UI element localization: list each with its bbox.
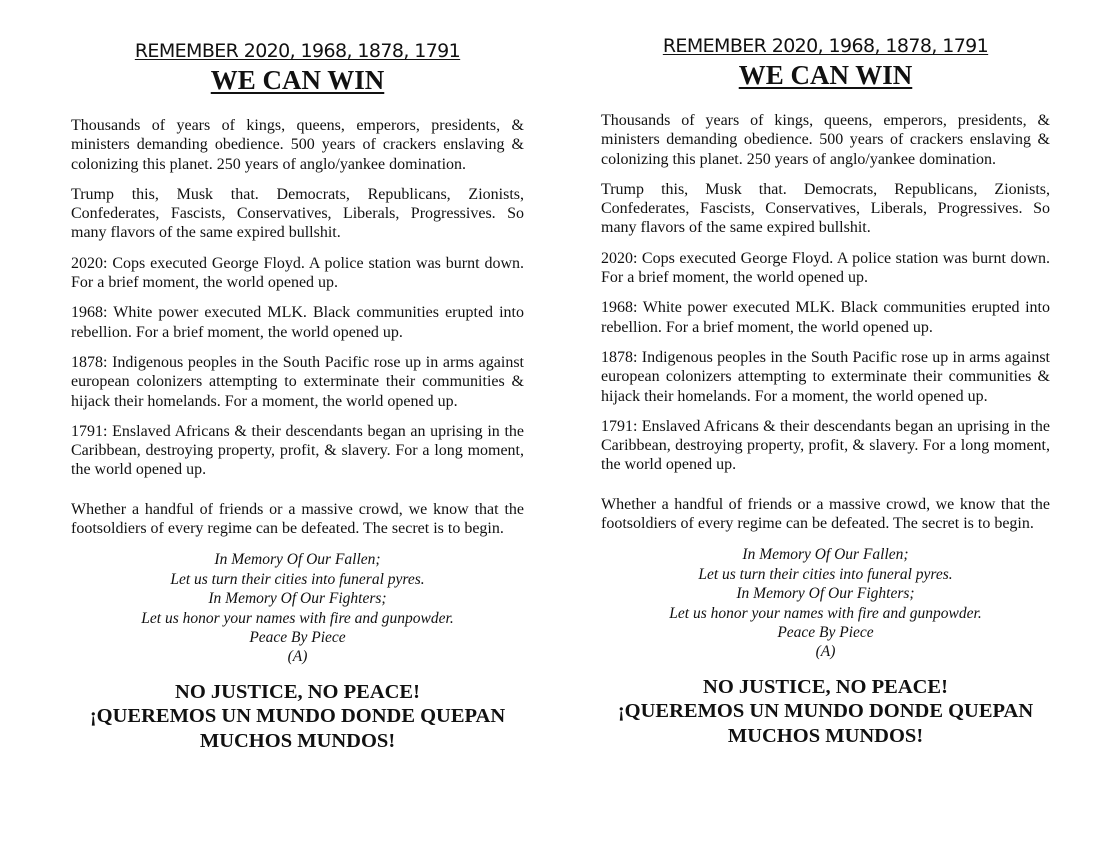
slogans [601,675,1050,749]
slogan-line: NO JUSTICE, NO PEACE! [175,680,420,703]
verse-line: In Memory Of Our Fallen; [214,551,381,569]
pamphlet-title: WE CAN WIN [738,60,913,90]
verse-signature: (A) [815,643,836,661]
memorial-verse [71,550,524,666]
memorial-verse [601,545,1050,661]
slogan-line: ¡QUEREMOS UN MUNDO DONDE QUEPAN [617,700,1034,723]
verse-line: Peace By Piece [249,628,346,646]
paragraph-2020: 2020: Cops executed George Floyd. A police station was burnt down. For a brief moment, the world opened up. [601,249,1050,287]
paragraph-politics: Trump this, Musk that. Democrats, Republicans, Zionists, Confederates, Fascists, Conservatives, Liberals, Progressives. So many flavors of the same expired bullshit. [71,185,524,242]
verse-line: In Memory Of Our Fighters; [208,590,387,608]
remember-heading: REMEMBER 2020, 1968, 1878, 1791 [134,40,461,62]
verse-line: Let us honor your names with fire and gunpowder. [141,609,454,627]
slogan-line: NO JUSTICE, NO PEACE! [703,675,948,698]
verse-line: In Memory Of Our Fighters; [736,585,915,603]
paragraph-intro: Thousands of years of kings, queens, emperors, presidents, & ministers demanding obedience. 500 years of crackers enslaving & colonizing this planet. 250 years of anglo/yankee domination. [71,117,524,173]
paragraph-closing: Whether a handful of friends or a massive crowd, we know that the footsoldiers of every regime can be defeated. The secret is to begin. [71,500,524,538]
verse-line: In Memory Of Our Fallen; [742,546,909,564]
paragraph-1791: 1791: Enslaved Africans & their descendants began an uprising in the Caribbean, destroying property, profit, & slavery. For a long moment, the world opened up. [71,422,524,479]
pamphlet-copy-right [601,33,1050,748]
slogan-line: MUCHOS MUNDOS! [727,724,924,747]
verse-line: Let us honor your names with fire and gunpowder. [669,604,982,622]
paragraph-politics: Trump this, Musk that. Democrats, Republicans, Zionists, Confederates, Fascists, Conservatives, Liberals, Progressives. So many flavors of the same expired bullshit. [601,180,1050,237]
paragraph-2020: 2020: Cops executed George Floyd. A police station was burnt down. For a brief moment, the world opened up. [71,254,524,292]
slogans [71,680,524,754]
verse-line: Let us turn their cities into funeral pyres. [698,565,953,583]
paragraph-1878: 1878: Indigenous peoples in the South Pacific rose up in arms against european colonizers attempting to exterminate their communities & hijack their homelands. For a moment, the world opened up. [71,353,524,410]
remember-heading: REMEMBER 2020, 1968, 1878, 1791 [662,35,989,57]
slogan-line: ¡QUEREMOS UN MUNDO DONDE QUEPAN [89,705,506,728]
slogan-line: MUCHOS MUNDOS! [199,729,396,752]
verse-line: Let us turn their cities into funeral pyres. [170,570,425,588]
pamphlet-title: WE CAN WIN [210,65,385,95]
paragraph-closing: Whether a handful of friends or a massive crowd, we know that the footsoldiers of every regime can be defeated. The secret is to begin. [601,495,1050,533]
paragraph-1968: 1968: White power executed MLK. Black communities erupted into rebellion. For a brief moment, the world opened up. [71,304,524,341]
paragraph-intro: Thousands of years of kings, queens, emperors, presidents, & ministers demanding obedience. 500 years of crackers enslaving & colonizing this planet. 250 years of anglo/yankee domination. [601,112,1050,168]
paragraph-1878: 1878: Indigenous peoples in the South Pacific rose up in arms against european colonizers attempting to exterminate their communities & hijack their homelands. For a moment, the world opened up. [601,348,1050,405]
pamphlet-copy-left [71,38,524,753]
paragraph-1791: 1791: Enslaved Africans & their descendants began an uprising in the Caribbean, destroying property, profit, & slavery. For a long moment, the world opened up. [601,417,1050,474]
verse-line: Peace By Piece [777,623,874,641]
paragraph-1968: 1968: White power executed MLK. Black communities erupted into rebellion. For a brief moment, the world opened up. [601,299,1050,336]
verse-signature: (A) [287,648,308,666]
